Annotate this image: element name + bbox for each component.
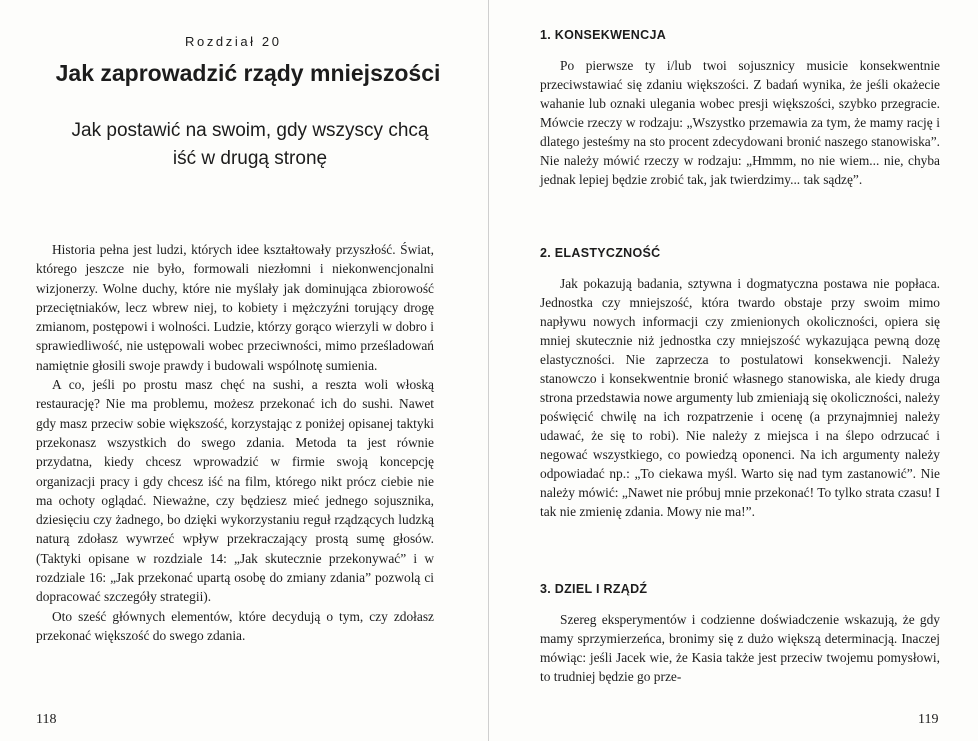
chapter-number: Rozdział 20: [185, 34, 282, 49]
section-heading: 3. DZIEL I RZĄDŹ: [540, 582, 648, 596]
paragraph: A co, jeśli po prostu masz chęć na sushi, a reszta woli włoską restaurację? Nie ma problemu, możesz przekonać ich do sushi. Nawet gdy masz przeciw sobie większość, korzystając z poniżej opisanej taktyki przekonasz wszystkich do swego zdania. Metoda ta jest równie przydatna, kiedy chcesz wprowadzić w firmie swoją koncepcję organizacji pracy i gdy chcesz iść na film, którego nikt prócz ciebie nie ma ochoty oglądać. Nieważne, czy będziesz mieć jednego sojusznika, dziesięciu czy żadnego, bo dzięki wykorzystaniu reguł rządzących ludzką naturą zdołasz wywrzeć wpływ przekraczający prostą sumę głosów. (Taktyki opisane w rozdziale 14: „Jak skutecznie przekonywać” i w rozdziale 16: „Jak przekonać upartą osobę do zmiany zdania” pozwolą ci dopracować szczegóły strategii).: [36, 377, 434, 605]
paragraph: Oto sześć głównych elementów, które decydują o tym, czy zdołasz przekonać większość do swego zdania.: [36, 608, 434, 643]
chapter-subtitle: [40, 117, 460, 173]
section-text: Szereg eksperymentów i codzienne doświadczenie wskazują, że gdy mamy sprzymierzeńca, bronimy się z dużo większą determinacją. Inaczej mówiąc: jeśli Jacek wie, że Kasia także jest przeciw twojemu pomysłowi, to trudniej będzie go prze-: [540, 612, 940, 684]
book-spine-divider: [488, 0, 489, 741]
right-page: [490, 0, 978, 741]
chapter-title: Jak zaprowadzić rządy mniejszości: [55, 60, 441, 86]
chapter-subtitle-line-2: iść w drugą stronę: [172, 148, 328, 169]
left-body-text: [36, 240, 434, 645]
paragraph: Historia pełna jest ludzi, których idee kształtowały przyszłość. Świat, którego jeszcze nie było, formowali niezłomni i niekonwencjonalni wizjonerzy. Wolne duchy, które nie myślały jak dominująca zbiorowość przeciętniaków, lecz wbrew niej, to kobiety i mężczyźni torujący drogę zmianom, postępowi i wolności. Ludzie, którzy gorąco wierzyli w dobro i sprawiedliwość, nie ustępowali wobec przeciwności, mimo prześladowań namiętnie głosili swoje prawdy i budowali wspólnotę sumienia.: [36, 242, 434, 373]
section-text: Jak pokazują badania, sztywna i dogmatyczna postawa nie popłaca. Jednostka czy mniejszość, która twardo obstaje przy swoim mimo napływu nowych informacji czy zmienionych okoliczności, opiera się mniej skutecznie niż jednostka czy mniejszość wykazująca pewną dozę elastyczności. Nie zaprzecza to postulatowi konsekwencji. Należy stanowczo i konsekwentnie bronić własnego stanowiska, ale kiedy druga strona przedstawia nowe argumenty lub zmieniają się okoliczności, należy poświęcić chwilę na ich rozpatrzenie i ocenę (a przynajmniej należy udawać, że się to robi). Nie należy z miejsca i na ślepo odrzucać i negować wszystkiego, co powiedzą oponenci. Na ich argumenty należy odpowiadać np.: „To ciekawa myśl. Warto się nad tym zastanowić”. Nie należy mówić: „Nawet nie próbuj mnie przekonać! To tylko strata czasu! I tak nie zmienię zdania. Mowy nie ma!”.: [540, 276, 940, 519]
section-text: Po pierwsze ty i/lub twoi sojusznicy musicie konsekwentnie przeciwstawiać się zdaniu większości. Z badań wynika, że jeśli okażecie wahanie lub oznaki ulegania wobec presji większości, szybko przegracie. Mówcie rzeczy w rodzaju: „Wszystko przemawia za tym, że mamy rację i dlatego jesteśmy na sto procent zdecydowani bronić naszego stanowiska”. Nie należy mówić rzeczy w rodzaju: „Hmmm, no nie wiem... nie, chyba jednak lepiej będzie zrobić tak, jak twierdzimy... tak sądzę”.: [540, 58, 940, 187]
section-heading: 2. ELASTYCZNOŚĆ: [540, 246, 661, 260]
chapter-subtitle-line-1: Jak postawić na swoim, gdy wszyscy chcą: [71, 120, 429, 141]
section-heading: 1. KONSEKWENCJA: [540, 28, 667, 42]
section-elastycznosc: [540, 246, 940, 521]
section-konsekwencja: [540, 28, 940, 189]
left-page: [0, 0, 488, 741]
section-dziel-i-rzadz: [540, 582, 940, 686]
page-number-left: 118: [36, 712, 57, 727]
page-number-right: 119: [918, 712, 939, 727]
